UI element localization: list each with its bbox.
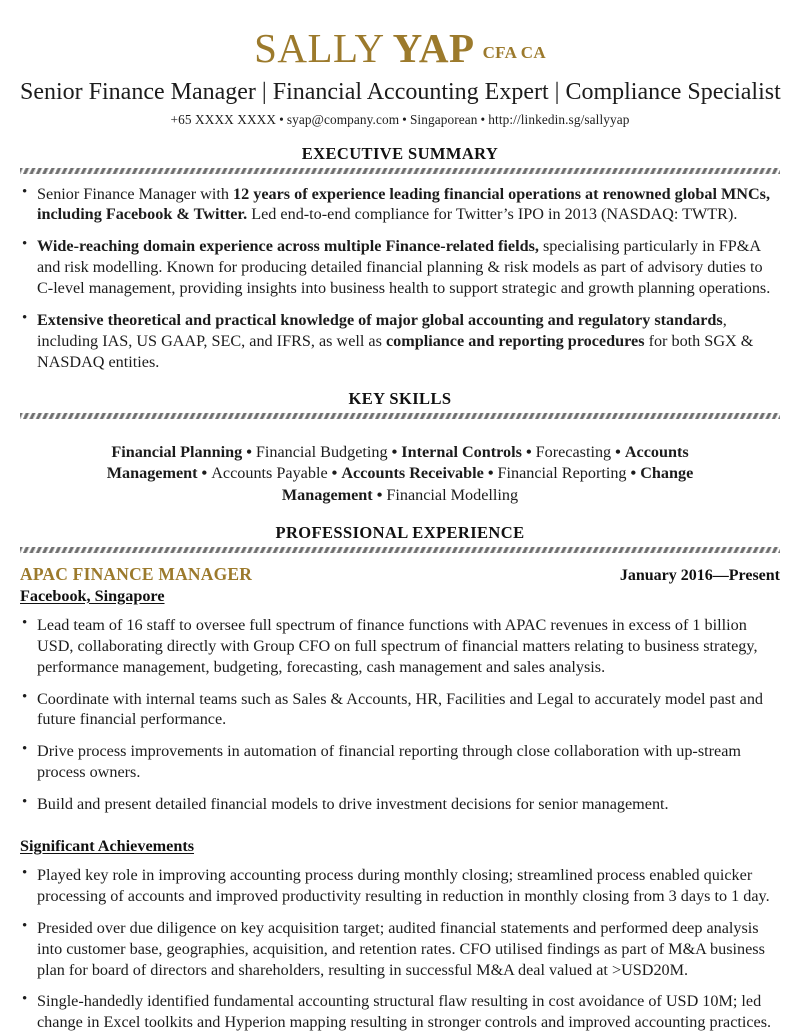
achievements-subheading: Significant Achievements — [20, 836, 195, 855]
skill-item: Forecasting — [535, 442, 612, 461]
achievements-list — [20, 865, 780, 1033]
section-title-key-skills: KEY SKILLS — [348, 388, 452, 408]
first-name: SALLY — [254, 25, 385, 71]
bold-text-run: 12 years of experience leading financial operations at renowned global MNCs, including Facebook & Twitter. — [37, 184, 771, 224]
linkedin-link[interactable]: http://linkedin.sg/sallyyap — [488, 111, 630, 127]
email-text[interactable]: syap@company.com — [286, 111, 400, 127]
job-title: APAC FINANCE MANAGER — [20, 563, 253, 584]
summary-bullet — [20, 310, 780, 373]
skill-item: Change Management — [281, 464, 694, 505]
key-skills-list — [20, 442, 780, 507]
skill-item: Accounts Receivable — [341, 464, 484, 483]
job-header-row — [20, 564, 780, 585]
text-run: , including IAS, US GAAP, SEC, and IFRS, as well as — [37, 311, 727, 350]
text-run: Led end-to-end compliance for Twitter’s IPO in 2013 (NASDAQ: TWTR). — [247, 205, 738, 224]
section-divider — [20, 412, 780, 420]
section-title-professional-experience: PROFESSIONAL EXPERIENCE — [275, 522, 525, 542]
job-company: Facebook, Singapore — [20, 586, 165, 605]
skill-item: Accounts Payable — [211, 464, 328, 483]
achievement-bullet: • Presided over due diligence on key acquisition target; audited financial statements and performed deep analysis into customer base, geographies, acquisition, and retention rates. CFO utilised findings as part of M&A business plan for board of directors and shareholders, resulting in successful M&A deal valued at >USD20M. — [20, 918, 780, 981]
bold-text-run: Extensive theoretical and practical knowledge of major global accounting and regulatory standards — [37, 311, 723, 330]
experience-entry — [20, 564, 780, 1033]
job-responsibility-list — [20, 615, 780, 815]
text-run: specialising particularly in FP&A and risk modelling. Known for producing detailed financial planning & risk models as part of advisory duties to C-level management, providing insights into business health to support strategic and growth planning operations. — [37, 237, 771, 298]
last-name: YAP — [392, 25, 475, 71]
bold-text-run: Wide-reaching domain experience across multiple Finance-related fields, — [37, 237, 539, 256]
skill-separator-icon: • — [525, 442, 532, 461]
achievement-bullet: • Played key role in improving accounting process during monthly closing; streamlined process enabled quicker processing of accounts and improved productivity resulting in reduction in monthly closing from 3 days to 1 day. — [20, 865, 780, 907]
skill-separator-icon: • — [615, 442, 621, 461]
text-run: for both SGX & NASDAQ entities. — [37, 331, 754, 371]
skill-item: Financial Planning — [111, 442, 243, 461]
skill-separator-icon: • — [376, 486, 383, 505]
skill-separator-icon: • — [630, 464, 637, 483]
contact-separator-icon: • — [279, 111, 284, 127]
job-date-range: January 2016—Present — [619, 566, 780, 584]
skill-item: Financial Budgeting — [255, 442, 388, 461]
contact-separator-icon: • — [480, 111, 486, 127]
job-bullet: • Coordinate with internal teams such as Sales & Accounts, HR, Facilities and Legal to accurately model past and future financial performance. — [20, 689, 780, 731]
skill-separator-icon: • — [331, 464, 338, 483]
credentials: CFA CA — [482, 43, 546, 62]
candidate-name — [20, 25, 780, 71]
section-divider — [20, 546, 780, 554]
phone-text: +65 XXXX XXXX — [170, 111, 277, 127]
section-divider — [20, 167, 780, 175]
job-bullet: • Build and present detailed financial models to drive investment decisions for senior management. — [20, 794, 780, 815]
skill-item: Accounts Management — [106, 442, 689, 483]
section-title-executive-summary: EXECUTIVE SUMMARY — [301, 143, 499, 163]
skill-item: Internal Controls — [401, 442, 522, 461]
job-bullet: • Drive process improvements in automation of financial reporting through close collaboration with up-stream process owners. — [20, 741, 780, 783]
job-bullet: • Lead team of 16 staff to oversee full spectrum of finance functions with APAC revenues in excess of 1 billion USD, collaborating directly with Group CFO on full spectrum of financial matters relating to business strategy, performance management, budgeting, forecasting, cash management and sales analysis. — [20, 615, 780, 678]
executive-summary-list — [20, 184, 780, 373]
skill-separator-icon: • — [246, 442, 252, 461]
skill-separator-icon: • — [201, 464, 208, 483]
skill-item: Financial Reporting — [497, 464, 627, 483]
experience-entries — [20, 564, 780, 1033]
achievement-bullet: • Single-handedly identified fundamental accounting structural flaw resulting in cost avoidance of USD 10M; led change in Excel toolkits and Hyperion mapping resulting in stronger controls and improved accounting practices. — [20, 991, 780, 1033]
professional-headline: Senior Finance Manager | Financial Accounting Expert | Compliance Specialist — [20, 79, 781, 105]
contact-line — [20, 112, 780, 128]
nationality-text: Singaporean — [409, 111, 478, 127]
text-run: Senior Finance Manager with — [37, 184, 233, 203]
summary-bullet — [20, 236, 780, 299]
contact-separator-icon: • — [402, 111, 407, 127]
summary-bullet — [20, 184, 780, 226]
skill-separator-icon: • — [391, 442, 398, 461]
skill-separator-icon: • — [487, 464, 494, 483]
bold-text-run: compliance and reporting procedures — [385, 331, 645, 350]
skill-item: Financial Modelling — [386, 486, 519, 505]
